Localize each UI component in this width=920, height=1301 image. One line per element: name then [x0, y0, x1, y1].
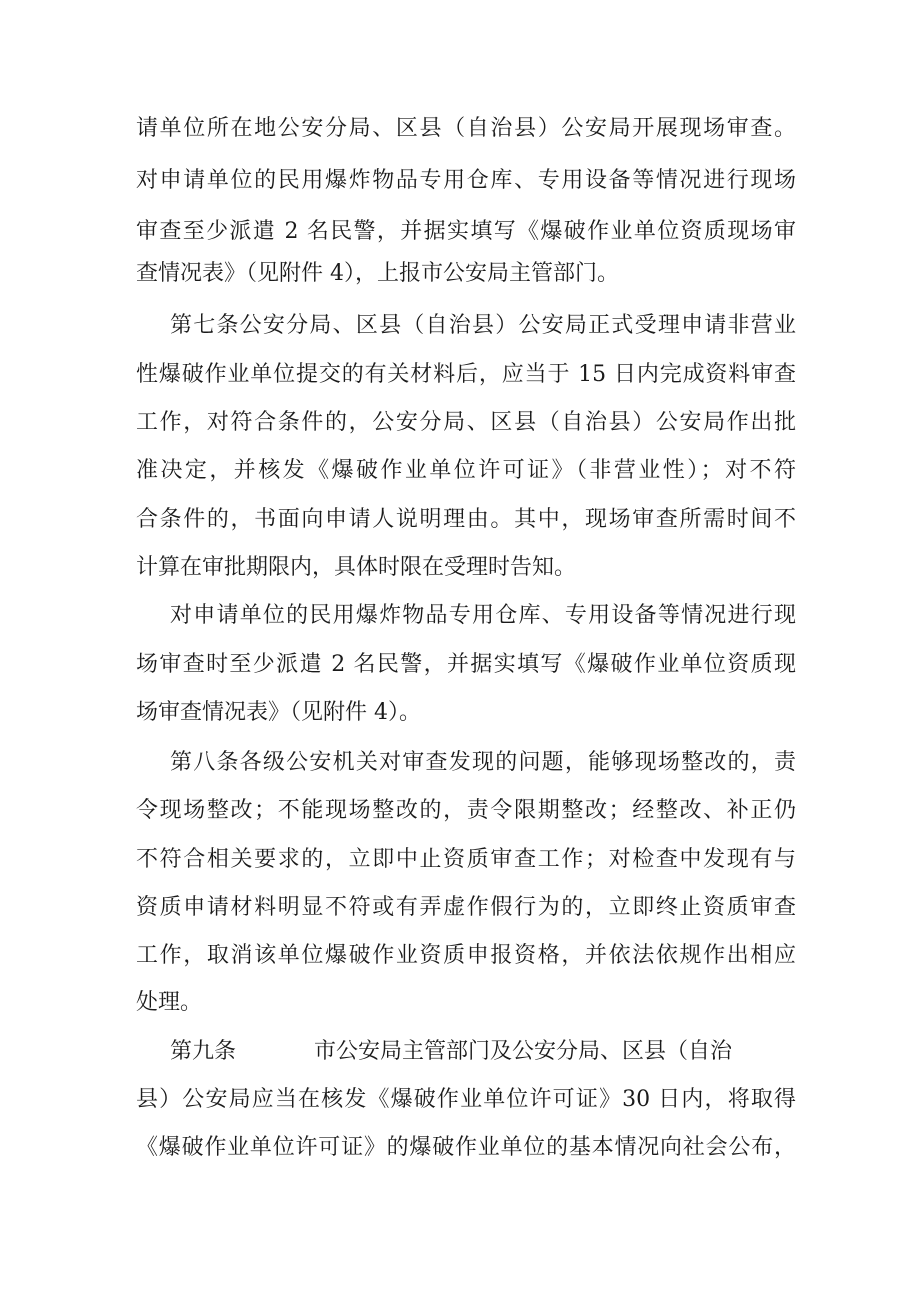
- article-7-line-5: 合条件的，书面向申请人说明理由。其中，现场审查所需时间不: [136, 507, 796, 532]
- paragraph-1-line-1: 请单位所在地公安分局、区县（自治县）公安局开展现场审查。: [136, 116, 796, 141]
- article-8-line-2: 令现场整改；不能现场整改的，责令限期整改；经整改、补正仍: [136, 798, 796, 823]
- article-8-line-1: 第八条各级公安机关对审查发现的问题，能够现场整改的，责: [170, 750, 796, 775]
- article-8-line-4: 资质申请材料明显不符或有弄虚作假行为的，立即终止资质审查: [136, 895, 796, 920]
- article-8-line-5: 工作，取消该单位爆破作业资质申报资格，并依法依规作出相应: [136, 943, 796, 968]
- paragraph-1-line-2: 对申请单位的民用爆炸物品专用仓库、专用设备等情况进行现场: [136, 168, 796, 193]
- article-7-line-2: 性爆破作业单位提交的有关材料后，应当于 15 日内完成资料审查: [136, 362, 796, 387]
- article-7-line-1: 第七条公安分局、区县（自治县）公安局正式受理申请非营业: [170, 313, 796, 338]
- article-9-line-1: [170, 1037, 796, 1067]
- paragraph-1-line-4: 查情况表》（见附件 4），上报市公安局主管部门。: [136, 261, 619, 286]
- paragraph-3-line-1: 对申请单位的民用爆炸物品专用仓库、专用设备等情况进行现: [170, 603, 796, 628]
- article-9-line-2: 县）公安局应当在核发《爆破作业单位许可证》30 日内，将取得: [136, 1087, 796, 1112]
- article-7-line-6: 计算在审批期限内，具体时限在受理时告知。: [136, 555, 577, 580]
- paragraph-3-line-2: 场审查时至少派遣 2 名民警，并据实填写《爆破作业单位资质现: [136, 652, 796, 677]
- article-9-line-3: 《爆破作业单位许可证》的爆破作业单位的基本情况向社会公布，: [136, 1135, 796, 1160]
- article-7-line-4: 准决定，并核发《爆破作业单位许可证》（非营业性）；对不符: [136, 458, 796, 483]
- article-7-line-3: 工作，对符合条件的，公安分局、区县（自治县）公安局作出批: [136, 410, 796, 435]
- article-8-line-3: 不符合相关要求的，立即中止资质审查工作；对检查中发现有与: [136, 847, 796, 872]
- paragraph-1-line-3: 审查至少派遣 2 名民警，并据实填写《爆破作业单位资质现场审: [136, 219, 796, 244]
- article-9-label: 第九条: [170, 1039, 237, 1064]
- paragraph-3-line-3: 场审查情况表》（见附件 4）。: [136, 700, 421, 725]
- article-9-first-line-rest: 市公安局主管部门及公安分局、区县（自治: [314, 1039, 733, 1064]
- article-8-line-6: 处理。: [136, 990, 203, 1015]
